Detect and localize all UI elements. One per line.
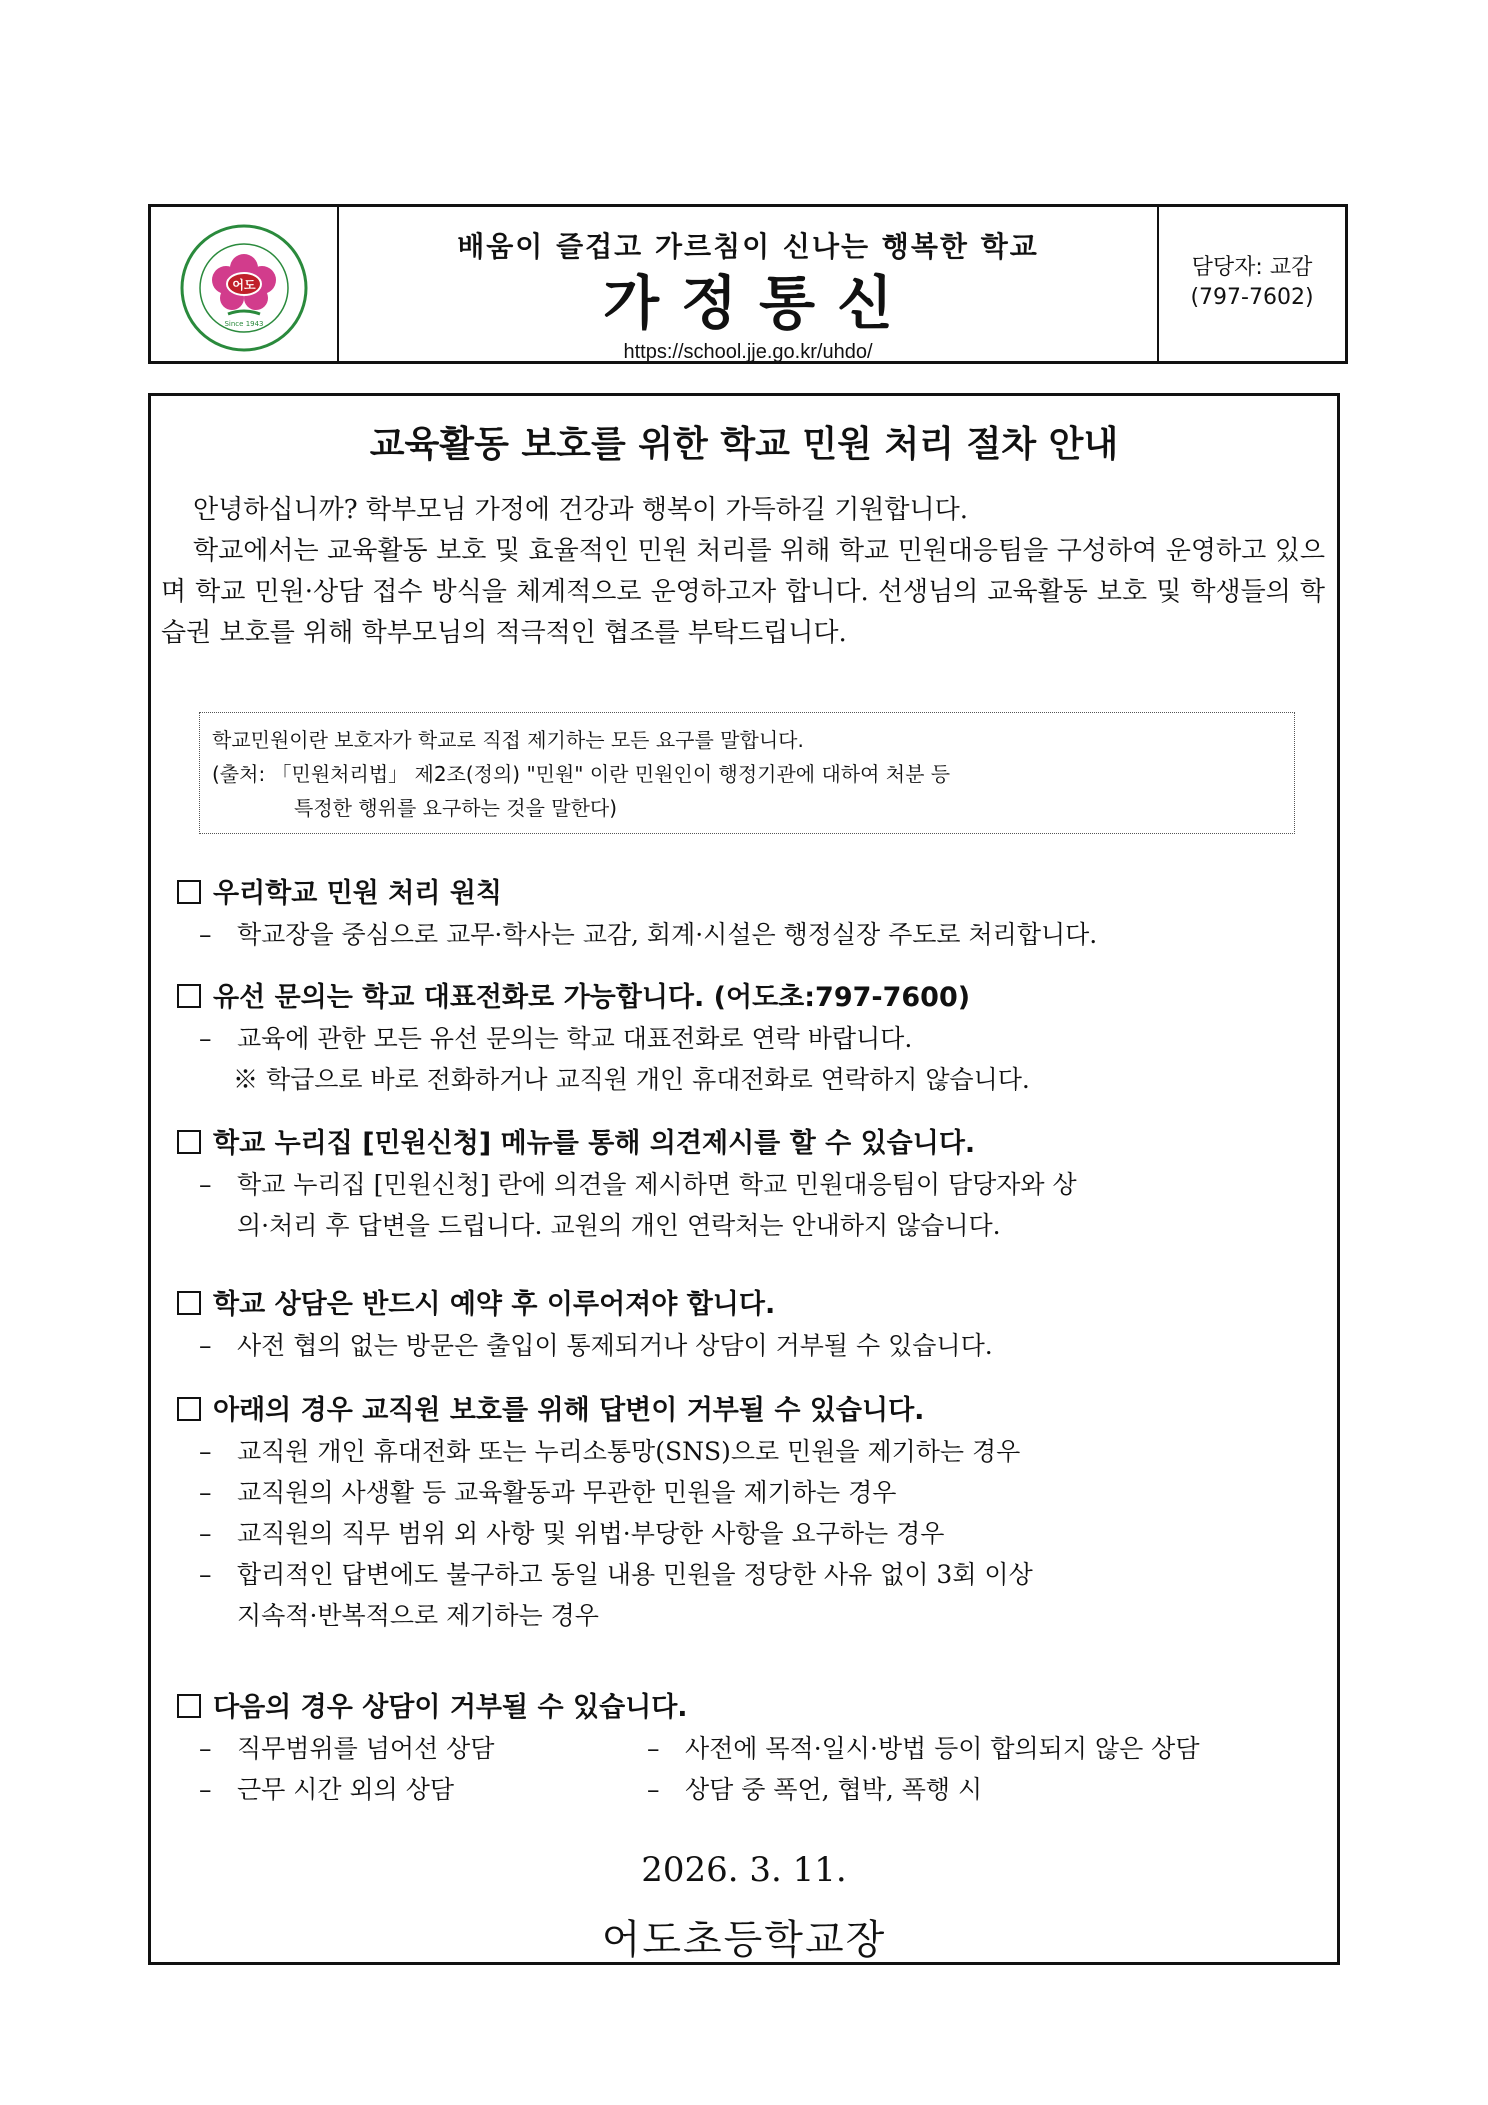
- seal-center-text: 어도: [232, 278, 256, 292]
- seal-since-text: Since 1943: [224, 320, 264, 328]
- principal-signature: 어도초등학교장: [601, 1917, 887, 1963]
- logo-cell: [151, 207, 339, 361]
- section-heading: 유선 문의는 학교 대표전화로 가능합니다. (어도초:797-7600): [177, 978, 1323, 1018]
- section-counsel-refusal: [177, 1688, 1323, 1810]
- definition-source: (출처: 「민원처리법」 제2조(정의) "민원" 이란 민원인이 행정기관에 대하여 처분 등: [212, 762, 951, 786]
- checkbox-square-icon: [177, 1694, 201, 1718]
- section-heading: 다음의 경우 상담이 거부될 수 있습니다.: [177, 1688, 1323, 1728]
- title-cell: [337, 207, 1159, 361]
- school-url: https://school.jje.go.kr/uhdo/: [623, 341, 873, 363]
- section-website: [177, 1124, 1323, 1246]
- list-item: – 교직원의 직무 범위 외 사항 및 위법·부당한 사항을 요구하는 경우: [199, 1519, 945, 1548]
- intro-paragraph: 학교에서는 교육활동 보호 및 효율적인 민원 처리를 위해 학교 민원대응팀을 구성하여 운영하고 있으며 학교 민원·상담 접수 방식을 체계적으로 운영하고자 합니다. 선생님의 교육활동 보호 및 학생들의 학습권 보호를 위해 학부모님의 적극적인 협조를 부탁드립니다.: [161, 536, 1325, 648]
- section-phone: [177, 978, 1323, 1100]
- section-heading: 우리학교 민원 처리 원칙: [177, 874, 1323, 914]
- list-item: – 학교 누리집 [민원신청] 란에 의견을 제시하면 학교 민원대응팀이 담당자와 상: [199, 1170, 1077, 1199]
- contact-cell: [1157, 207, 1345, 361]
- list-item: – 교직원 개인 휴대전화 또는 누리소통망(SNS)으로 민원을 제기하는 경우: [199, 1437, 1021, 1466]
- list-item: – 근무 시간 외의 상담: [199, 1775, 455, 1804]
- list-item-cont: 의·처리 후 답변을 드립니다. 교원의 개인 연락처는 안내하지 않습니다.: [237, 1211, 1001, 1240]
- intro-text: [161, 490, 1325, 654]
- notice-title: 교육활동 보호를 위한 학교 민원 처리 절차 안내: [369, 424, 1119, 465]
- newsletter-title: 가정통신: [602, 269, 916, 337]
- list-item-cont: 지속적·반복적으로 제기하는 경우: [237, 1601, 599, 1630]
- contact-phone: (797-7602): [1190, 285, 1314, 310]
- section-principle: [177, 874, 1323, 955]
- checkbox-square-icon: [177, 1291, 201, 1315]
- list-item: – 사전에 목적·일시·방법 등이 합의되지 않은 상담: [647, 1734, 1200, 1763]
- checkbox-square-icon: [177, 1397, 201, 1421]
- definition-source-cont: 특정한 행위를 요구하는 것을 말한다): [294, 796, 618, 820]
- checkbox-square-icon: [177, 984, 201, 1008]
- section-reservation: [177, 1285, 1323, 1366]
- checkbox-square-icon: [177, 880, 201, 904]
- list-item: – 직무범위를 넘어선 상담: [199, 1734, 495, 1763]
- newsletter-header: [148, 204, 1348, 364]
- note-item: ※ 학급으로 바로 전화하거나 교직원 개인 휴대전화로 연락하지 않습니다.: [233, 1065, 1030, 1094]
- section-heading: 학교 상담은 반드시 예약 후 이루어져야 합니다.: [177, 1285, 1323, 1325]
- intro-paragraph: 안녕하십니까? 학부모님 가정에 건강과 행복이 가득하길 기원합니다.: [193, 495, 969, 525]
- two-column-row: [177, 1728, 1323, 1769]
- contact-person: 담당자: 교감: [1191, 255, 1313, 280]
- issue-date: 2026. 3. 11.: [641, 1850, 847, 1890]
- two-column-row: [177, 1769, 1323, 1810]
- section-heading: 아래의 경우 교직원 보호를 위해 답변이 거부될 수 있습니다.: [177, 1391, 1323, 1431]
- definition-line: 학교민원이란 보호자가 학교로 직접 제기하는 모든 요구를 말합니다.: [212, 728, 804, 752]
- checkbox-square-icon: [177, 1130, 201, 1154]
- school-seal-logo: [176, 222, 312, 354]
- notice-body: [148, 393, 1340, 1965]
- list-item: – 교직원의 사생활 등 교육활동과 무관한 민원을 제기하는 경우: [199, 1478, 897, 1507]
- list-item: – 합리적인 답변에도 불구하고 동일 내용 민원을 정당한 사유 없이 3회 이상: [199, 1560, 1033, 1589]
- school-motto: 배움이 즐겁고 가르침이 신나는 행복한 학교: [457, 230, 1039, 263]
- list-item: – 사전 협의 없는 방문은 출입이 통제되거나 상담이 거부될 수 있습니다.: [199, 1331, 993, 1360]
- list-item: – 학교장을 중심으로 교무·학사는 교감, 회계·시설은 행정실장 주도로 처리합니다.: [199, 920, 1098, 949]
- section-reply-refusal: [177, 1391, 1323, 1636]
- list-item: – 상담 중 폭언, 협박, 폭행 시: [647, 1775, 983, 1804]
- list-item: – 교육에 관한 모든 유선 문의는 학교 대표전화로 연락 바랍니다.: [199, 1024, 913, 1053]
- definition-box: [199, 712, 1295, 834]
- section-heading: 학교 누리집 [민원신청] 메뉴를 통해 의견제시를 할 수 있습니다.: [177, 1124, 1323, 1164]
